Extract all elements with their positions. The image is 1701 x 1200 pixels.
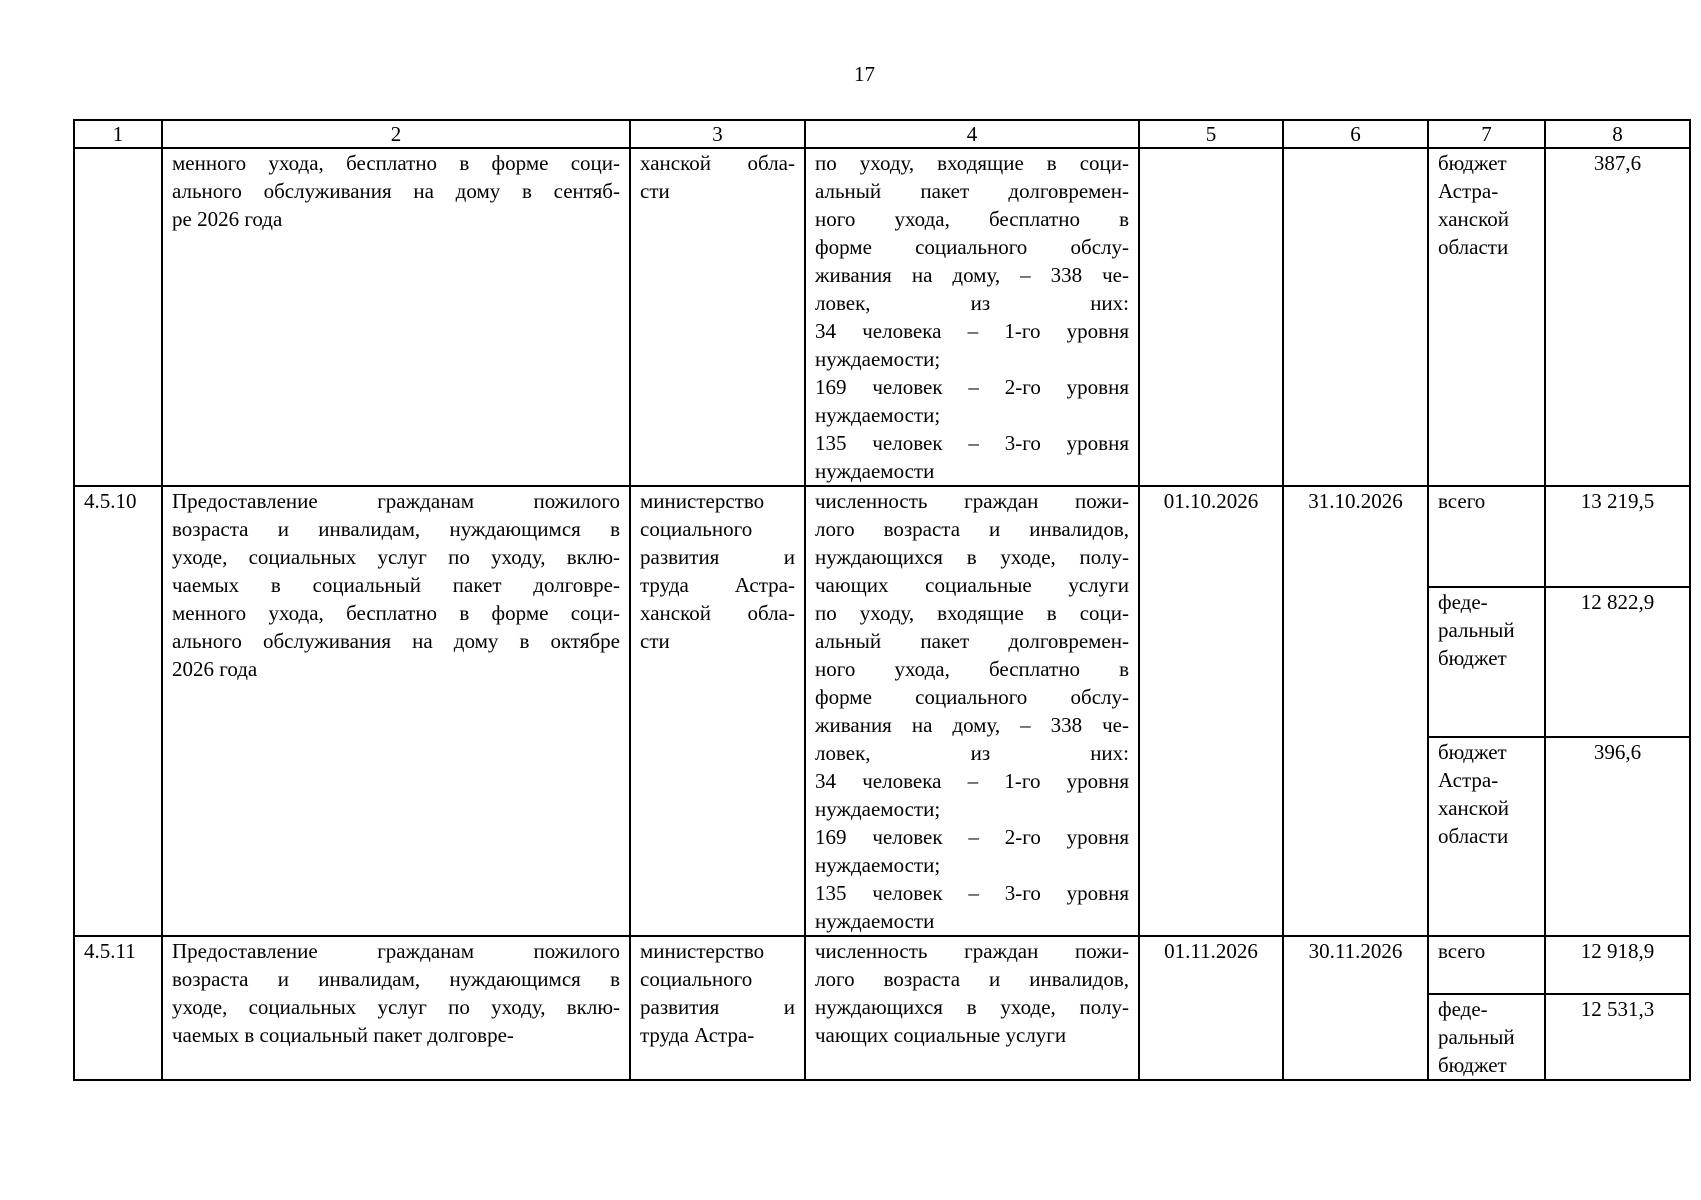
indicator-text-line: 135 человек – 3-го уровня [815, 881, 1129, 905]
start-date [1139, 148, 1283, 486]
executor-text-line: социального [640, 967, 753, 991]
indicator-text-line: нуждаемости [815, 459, 935, 483]
column-number: 1 [74, 120, 162, 148]
indicator-text-line: по уходу, входящие в соци- [815, 151, 1129, 175]
funding-amount: 396,6 [1545, 737, 1690, 936]
funding-source-lines [1438, 149, 1535, 261]
indicator-text-line: лого возраста и инвалидов, [815, 967, 1129, 991]
activity-description [162, 486, 630, 936]
indicator-text-line: ловек, из них: [815, 741, 1129, 765]
funding-source [1428, 486, 1545, 587]
activity-text-line: чаемых в социальный пакет долговре- [172, 573, 620, 597]
executor-text-line: министерство [640, 939, 765, 963]
funding-source-line: ральный [1438, 1025, 1515, 1049]
activity-text-line: Предоставление гражданам пожилого [172, 939, 620, 963]
table-row [74, 936, 1690, 994]
funding-source-lines [1438, 937, 1535, 993]
funding-source-line: ральный [1438, 618, 1515, 643]
activity-description [162, 148, 630, 486]
indicator-text-line: нуждаемости; [815, 347, 941, 371]
activity-text-line: чаемых в социальный пакет долговре- [172, 1023, 514, 1047]
funding-source [1428, 587, 1545, 737]
activity-text-line: менного ухода, бесплатно в форме соци- [172, 151, 620, 175]
indicator-text-line: ловек, из них: [815, 291, 1129, 315]
indicator-text-line: 169 человек – 2-го уровня [815, 825, 1129, 849]
funding-source-line: ханской [1438, 207, 1509, 231]
indicator-text-line: форме социального обслу- [815, 235, 1129, 259]
executor-text-line: сти [640, 179, 670, 203]
funding-source-line: бюджет [1438, 646, 1507, 671]
executor-text-line: труда Астра- [640, 1023, 755, 1047]
responsible-executor [630, 486, 805, 936]
item-number: 4.5.11 [74, 936, 162, 1080]
item-number: 4.5.10 [74, 486, 162, 936]
table-row [74, 486, 1690, 587]
indicator-text-line: живания на дому, – 338 че- [815, 263, 1129, 287]
indicator-text-line: лого возраста и инвалидов, [815, 517, 1129, 541]
funding-source [1428, 994, 1545, 1080]
executor-text-line: сти [640, 629, 670, 653]
indicator-text-line: численность граждан пожи- [815, 489, 1129, 513]
column-number: 6 [1283, 120, 1428, 148]
funding-source-line: Астра- [1438, 768, 1499, 793]
activity-description [162, 936, 630, 1080]
indicator-text-line: нуждаемости; [815, 403, 941, 427]
end-date: 30.11.2026 [1283, 936, 1428, 1080]
item-number [74, 148, 162, 486]
indicator-text-line: ного ухода, бесплатно в [815, 657, 1129, 681]
funding-source [1428, 148, 1545, 486]
funding-amount: 13 219,5 [1545, 486, 1690, 587]
funding-amount: 12 531,3 [1545, 994, 1690, 1080]
responsible-executor [630, 148, 805, 486]
funding-source-line: всего [1438, 489, 1486, 513]
indicator-text-line: нуждаемости [815, 909, 935, 933]
funding-source-line: всего [1438, 939, 1486, 963]
funding-source-line: бюджет [1438, 151, 1507, 175]
activity-text-line: менного ухода, бесплатно в форме соци- [172, 601, 620, 625]
indicator-text-line: численность граждан пожи- [815, 939, 1129, 963]
activity-text-line: ре 2026 года [172, 207, 283, 231]
funding-source-line: феде- [1438, 997, 1488, 1021]
activity-text-line: ального обслуживания на дому в октябре [172, 629, 620, 653]
activity-text-line: 2026 года [172, 657, 258, 681]
indicator-text-line: нуждаемости; [815, 797, 941, 821]
activity-text-line: уходе, социальных услуг по уходу, вклю- [172, 545, 620, 569]
funding-amount: 12 822,9 [1545, 587, 1690, 737]
indicator-text-line: чающих социальные услуги [815, 1023, 1067, 1047]
activity-text-line: возраста и инвалидам, нуждающимся в [172, 517, 620, 541]
funding-source-lines [1438, 995, 1535, 1079]
table-body [74, 120, 1690, 1080]
end-date [1283, 148, 1428, 486]
indicator-text-line: 34 человека – 1-го уровня [815, 319, 1129, 343]
activity-text-line: ального обслуживания на дому в сентяб- [172, 179, 620, 203]
funding-source-line: бюджет [1438, 1053, 1507, 1077]
funding-source-lines [1438, 588, 1535, 672]
activity-text-line: уходе, социальных услуг по уходу, вклю- [172, 995, 620, 1019]
column-number: 5 [1139, 120, 1283, 148]
funding-source-line: бюджет [1438, 740, 1507, 765]
activity-text-line: Предоставление гражданам пожилого [172, 489, 620, 513]
table-row [74, 148, 1690, 486]
activities-table [73, 119, 1691, 1081]
result-indicator [805, 936, 1139, 1080]
funding-source-line: ханской [1438, 796, 1509, 821]
executor-text-line: развития и [640, 995, 795, 1019]
funding-source [1428, 936, 1545, 994]
end-date: 31.10.2026 [1283, 486, 1428, 936]
responsible-executor [630, 936, 805, 1080]
page-number: 17 [854, 62, 875, 86]
result-indicator [805, 486, 1139, 936]
funding-source-lines [1438, 487, 1535, 543]
start-date: 01.10.2026 [1139, 486, 1283, 936]
column-number: 7 [1428, 120, 1545, 148]
indicator-text-line: нуждаемости; [815, 853, 941, 877]
funding-source-line: феде- [1438, 590, 1488, 615]
indicator-text-line: чающих социальные услуги [815, 573, 1129, 597]
activity-text-line: возраста и инвалидам, нуждающимся в [172, 967, 620, 991]
funding-amount: 12 918,9 [1545, 936, 1690, 994]
funding-source [1428, 737, 1545, 936]
indicator-text-line: по уходу, входящие в соци- [815, 601, 1129, 625]
funding-amount: 387,6 [1545, 148, 1690, 486]
executor-text-line: ханской обла- [640, 151, 795, 175]
executor-text-line: развития и [640, 545, 795, 569]
indicator-text-line: 135 человек – 3-го уровня [815, 431, 1129, 455]
executor-text-line: труда Астра- [640, 573, 795, 597]
executor-text-line: социального [640, 517, 753, 541]
indicator-text-line: 34 человека – 1-го уровня [815, 769, 1129, 793]
indicator-text-line: альный пакет долговремен- [815, 629, 1129, 653]
indicator-text-line: альный пакет долговремен- [815, 179, 1129, 203]
funding-source-line: области [1438, 235, 1509, 259]
funding-source-lines [1438, 738, 1535, 850]
column-number: 8 [1545, 120, 1690, 148]
start-date: 01.11.2026 [1139, 936, 1283, 1080]
executor-text-line: министерство [640, 489, 765, 513]
indicator-text-line: форме социального обслу- [815, 685, 1129, 709]
indicator-text-line: ного ухода, бесплатно в [815, 207, 1129, 231]
funding-source-line: области [1438, 824, 1509, 849]
indicator-text-line: нуждающихся в уходе, полу- [815, 545, 1129, 569]
funding-source-line: Астра- [1438, 179, 1499, 203]
column-number: 4 [805, 120, 1139, 148]
executor-text-line: ханской обла- [640, 601, 795, 625]
indicator-text-line: 169 человек – 2-го уровня [815, 375, 1129, 399]
indicator-text-line: нуждающихся в уходе, полу- [815, 995, 1129, 1019]
indicator-text-line: живания на дому, – 338 че- [815, 713, 1129, 737]
column-number: 3 [630, 120, 805, 148]
column-number: 2 [162, 120, 630, 148]
column-number-row [74, 120, 1690, 148]
result-indicator [805, 148, 1139, 486]
